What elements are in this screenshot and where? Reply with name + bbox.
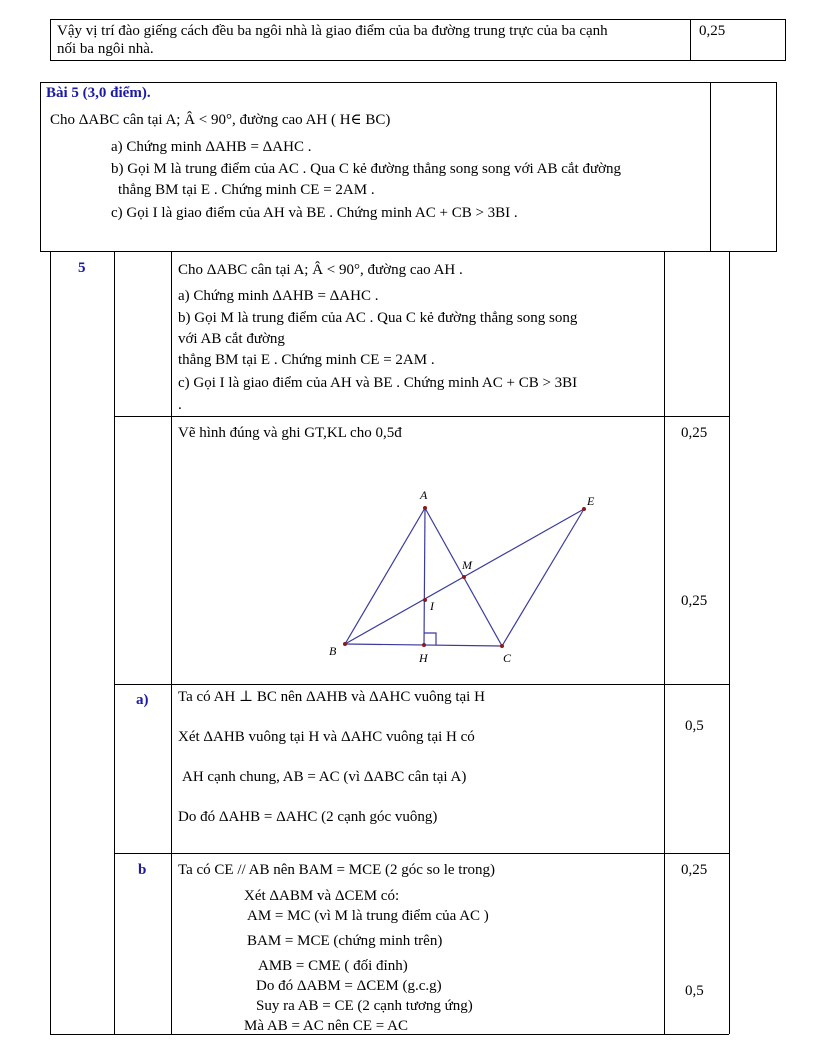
part-b-score-1: 0,25 <box>681 862 708 878</box>
label-c: C <box>503 651 512 665</box>
answer-table-col2-border <box>114 252 115 1034</box>
answer-table-left-border <box>50 252 51 1034</box>
part-b-line-5: AMB = CME ( đối đỉnh) <box>258 958 408 974</box>
figure-score-2: 0,25 <box>681 593 708 609</box>
point-e <box>582 507 586 511</box>
problem-part-b-2: thẳng BM tại E . Chứng minh CE = 2AM . <box>118 182 375 198</box>
top-row-score: 0,25 <box>699 23 726 39</box>
point-b <box>343 642 347 646</box>
segment-ce <box>502 509 584 646</box>
row-line-3 <box>114 853 729 854</box>
part-b-line-8: Mà AB = AC nên CE = AC <box>244 1018 409 1034</box>
problem-box-divider <box>710 82 711 252</box>
part-a-line-4: Do đó ΔAHB = ΔAHC (2 cạnh góc vuông) <box>178 809 438 825</box>
problem-part-b-1: b) Gọi M là trung điểm của AC . Qua C kẻ đường thẳng song song với AB cắt đường <box>111 161 622 177</box>
problem-part-a: a) Chứng minh ΔAHB = ΔAHC . <box>111 139 312 155</box>
label-i: I <box>430 599 434 613</box>
label-b: B <box>329 644 337 658</box>
segment-be <box>345 509 584 644</box>
segment-ab <box>345 508 425 644</box>
part-a-line-3: AH cạnh chung, AB = AC (vì ΔABC cân tại A) <box>182 769 467 785</box>
part-b-line-2: Xét ΔABM và ΔCEM có: <box>244 888 400 904</box>
right-angle-mark <box>424 633 436 645</box>
figure-instruction: Vẽ hình đúng và ghi GT,KL cho 0,5đ <box>178 425 402 441</box>
point-a <box>423 506 427 510</box>
label-a: A <box>420 488 428 502</box>
restate-line-1: Cho ΔABC cân tại A; Â < 90°, đường cao AH . <box>178 262 463 278</box>
part-a-line-1: Ta có AH ⊥ BC nên ΔAHB và ΔAHC vuông tại H <box>178 689 485 705</box>
row-line-1 <box>114 416 729 417</box>
part-b-line-1: Ta có CE // AB nên BAM = MCE (2 góc so le trong) <box>178 862 495 878</box>
row-line-2 <box>114 684 729 685</box>
part-b-label: b <box>138 862 147 878</box>
top-row-divider <box>690 19 691 61</box>
restate-line-6: c) Gọi I là giao điểm của AH và BE . Chứng minh AC + CB > 3BI <box>178 375 578 391</box>
question-number: 5 <box>78 260 86 276</box>
segment-bc <box>345 644 502 646</box>
part-b-line-7: Suy ra AB = CE (2 cạnh tương ứng) <box>256 998 473 1014</box>
answer-table-right-border <box>729 252 730 1034</box>
segment-ac <box>425 508 502 646</box>
answer-table-col3-border <box>171 252 172 1034</box>
part-a-label: a) <box>136 692 149 708</box>
point-i <box>423 598 427 602</box>
label-h: H <box>419 651 428 665</box>
top-row-text-1: Vậy vị trí đào giếng cách đều ba ngôi nhà là giao điểm của ba đường trung trực của ba cạnh <box>57 23 608 39</box>
top-row-text-2: nối ba ngôi nhà. <box>57 41 154 57</box>
point-m <box>462 575 466 579</box>
point-c <box>500 644 504 648</box>
segment-ah <box>424 508 425 645</box>
point-h <box>422 643 426 647</box>
problem-heading: Bài 5 (3,0 điểm). <box>46 85 151 101</box>
part-b-line-6: Do đó ΔABM = ΔCEM (g.c.g) <box>256 978 442 994</box>
part-b-score-2: 0,5 <box>685 983 704 999</box>
problem-intro: Cho ΔABC cân tại A; Â < 90°, đường cao AH ( H∈ BC) <box>50 112 391 128</box>
part-b-line-3: AM = MC (vì M là trung điểm của AC ) <box>247 908 489 924</box>
restate-line-3: b) Gọi M là trung điểm của AC . Qua C kẻ đường thẳng song song <box>178 310 578 326</box>
label-m: M <box>462 558 472 572</box>
part-b-line-4: BAM = MCE (chứng minh trên) <box>247 933 443 949</box>
problem-part-c: c) Gọi I là giao điểm của AH và BE . Chứng minh AC + CB > 3BI . <box>111 205 518 221</box>
label-e: E <box>587 494 595 508</box>
restate-line-5: thẳng BM tại E . Chứng minh CE = 2AM . <box>178 352 435 368</box>
restate-line-7: . <box>178 397 182 413</box>
restate-line-4: với AB cắt đường <box>178 331 285 347</box>
restate-line-2: a) Chứng minh ΔAHB = ΔAHC . <box>178 288 379 304</box>
part-a-line-2: Xét ΔAHB vuông tại H và ΔAHC vuông tại H có <box>178 729 475 745</box>
answer-table-col4-border <box>664 252 665 1034</box>
figure-score-1: 0,25 <box>681 425 708 441</box>
part-a-score: 0,5 <box>685 718 704 734</box>
